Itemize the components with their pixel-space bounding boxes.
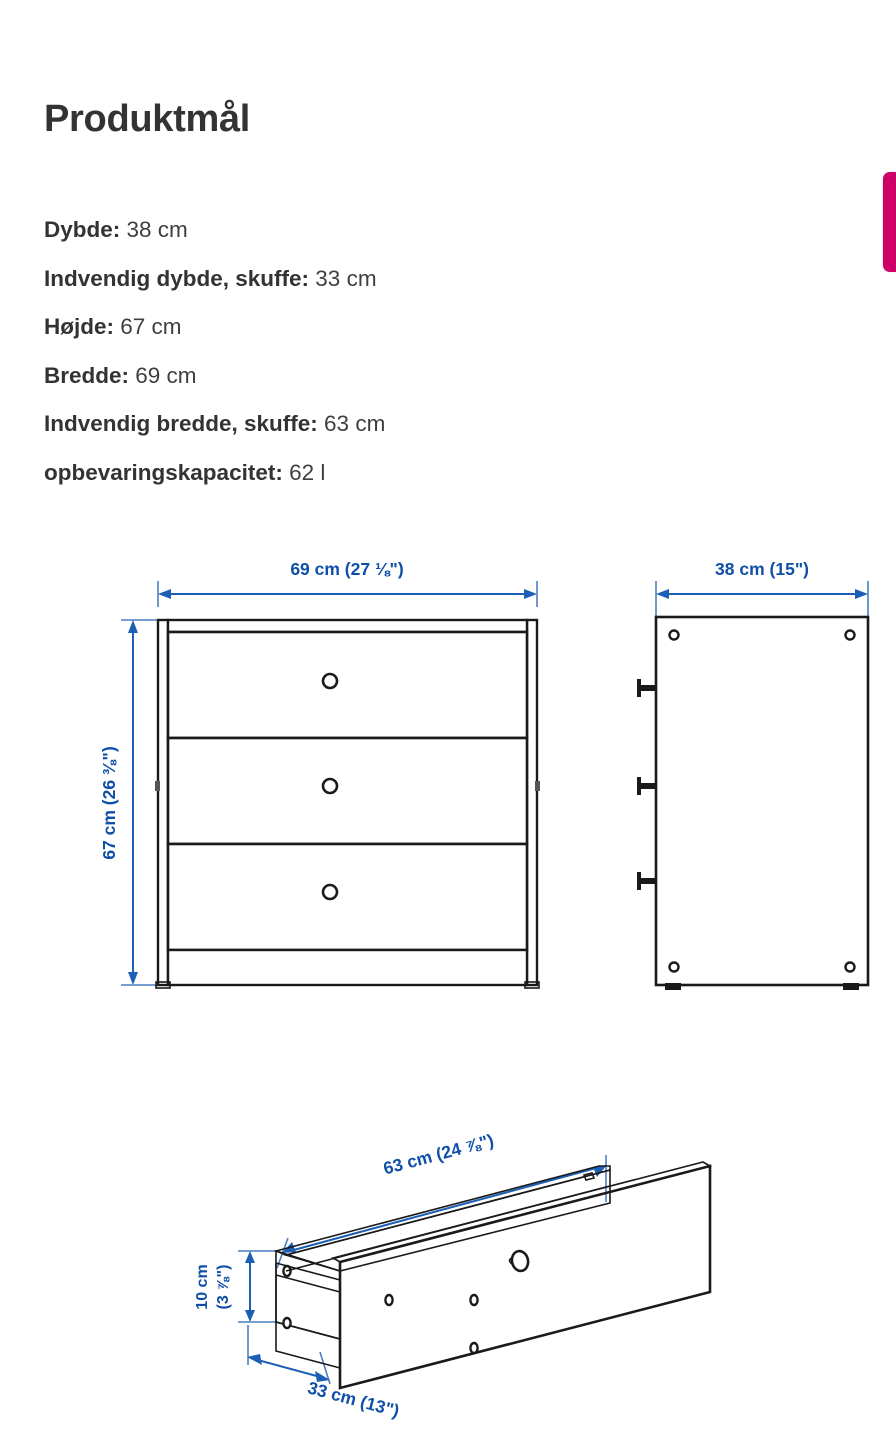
depth-dimension-callout	[656, 559, 868, 617]
drawer-front-2	[168, 738, 527, 844]
side-panel-body	[637, 617, 868, 990]
dresser-side-view	[615, 545, 895, 1005]
spec-row-inner-width	[44, 400, 804, 449]
spec-value-inner-depth: 33 cm	[315, 265, 377, 291]
drawer-front-3	[168, 844, 527, 950]
drawer-height-dimension-callout	[194, 1251, 276, 1322]
spec-label-depth: Dybde:	[44, 217, 121, 242]
drawer-knob	[510, 1250, 530, 1273]
spec-value-inner-width: 63 cm	[324, 411, 386, 436]
drawer-depth-label: 33 cm (13")	[305, 1377, 402, 1422]
spec-label-storage-capacity: opbevaringskapacitet:	[44, 459, 283, 485]
spec-value-width: 69 cm	[135, 362, 197, 388]
drawer-depth-dimension-callout	[247, 1325, 401, 1421]
spec-row-height	[44, 303, 804, 352]
knob-profile-3	[637, 872, 656, 890]
front-height-label: 67 cm (26 ⅜")	[99, 746, 119, 860]
product-measurements-list	[44, 206, 804, 497]
dresser-front-view	[85, 545, 565, 1005]
cabinet-plinth	[168, 950, 527, 985]
spec-row-width	[44, 352, 804, 401]
spec-value-depth: 38 cm	[126, 217, 188, 242]
spec-row-storage-capacity	[44, 449, 804, 498]
drawer-height-label-line2: (3 ⅞")	[215, 1264, 232, 1310]
drawer-detail-view	[140, 1120, 840, 1420]
side-depth-label: 38 cm (15")	[715, 559, 809, 579]
spec-label-inner-depth: Indvendig dybde, skuffe:	[44, 265, 310, 291]
spec-label-width: Bredde:	[44, 362, 130, 388]
screw-hole-top-right	[846, 631, 855, 640]
front-width-label: 69 cm (27 ⅛")	[290, 559, 404, 579]
screw-hole-bottom-left	[670, 963, 679, 972]
screw-hole-top-left	[670, 631, 679, 640]
drawer-front-1	[168, 632, 527, 738]
spec-row-inner-depth	[44, 255, 804, 304]
drawer-width-label: 63 cm (24 ⅞")	[381, 1129, 496, 1179]
spec-label-inner-width: Indvendig bredde, skuffe:	[44, 411, 318, 436]
spec-label-height: Højde:	[44, 314, 114, 339]
knob-profile-2	[637, 777, 656, 795]
cabinet-body	[155, 620, 540, 988]
screw-hole-bottom-right	[846, 963, 855, 972]
knob-profile-1	[637, 679, 656, 697]
height-dimension-callout	[99, 620, 157, 985]
drawer-height-label-line1: 10 cm	[194, 1264, 211, 1310]
spec-value-storage-capacity: 62 l	[289, 459, 326, 485]
width-dimension-callout	[158, 559, 537, 607]
feedback-tab[interactable]	[883, 172, 896, 272]
spec-row-depth	[44, 206, 804, 255]
spec-value-height: 67 cm	[120, 314, 182, 339]
page-title: Produktmål	[44, 98, 251, 140]
